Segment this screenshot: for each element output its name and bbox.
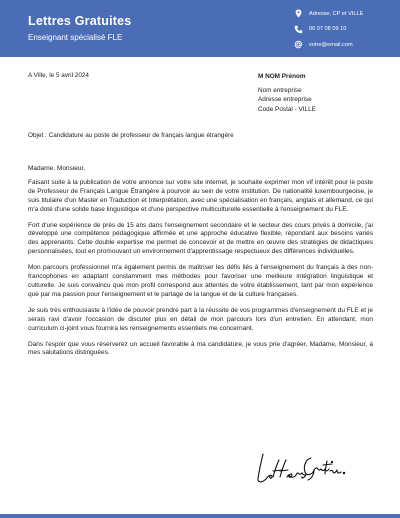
job-subtitle: Enseignant spécialisé FLE (28, 33, 123, 42)
paragraph-background: Mon parcours professionnel m'a également permis de maîtriser les défis liés à l'enseignement du français à des non-francophones en adaptant constamment mes méthodes pour favoriser une meilleure intégration linguistique et culturelle. Je suis convaincu que mon profil correspond aux attentes de votre établissement, tant par mon expérience que par ma passion pour l'enseignement et le partage de la langue et de la culture françaises. (28, 264, 373, 298)
header-banner (0, 0, 400, 57)
paragraph-motivation: Je suis très enthousiaste à l'idée de pouvoir prendre part à la réussite de vos programmes d'enseignement du FLE et je serais ravi d'avoir l'occasion de discuter plus en détail de mon parcours lors d'un entretien. En attendant, mon curriculum ci-joint vous fournira les renseignements essentiels me concernant. (28, 306, 373, 332)
brand-name: Lettres Gratuites (28, 14, 132, 28)
recipient-company: Nom entreprise (258, 87, 302, 95)
letter-body (28, 165, 373, 365)
recipient-block (258, 72, 316, 114)
recipient-address: Adresse entreprise (258, 96, 312, 104)
paragraph-intro: Faisant suite à la publication de votre annonce sur votre site internet, je souhaite exprimer mon vif intérêt pour le poste de Professeur de Français Langue Étrangère à pourvoir au sein de votre institution. De nationalité luxembourgeoise, je suis titulaire d'un Master en Traduction et Interprétation, avec une spécialisation en français, anglais et allemand, ce qui m'a doté d'une solide base linguistique et d'une perspective multiculturelle essentielle à l'enseignement du FLE. (28, 178, 373, 213)
location-pin-icon (294, 9, 303, 18)
contact-block (294, 6, 363, 53)
phone-icon (294, 25, 303, 34)
address-text: Adresse, CP et VILLE (309, 10, 364, 17)
subject-line: Objet : Candidature au poste de professeur de français langue étrangère (28, 132, 234, 139)
footer-bar (0, 514, 400, 518)
contact-email (294, 37, 363, 52)
email-text[interactable]: votre@email.com (309, 41, 353, 48)
paragraph-closing: Dans l'espoir que vous réserverez un accueil favorable à ma candidature, je vous prie d'agréer, Madame, Monsieur, à mes salutations distinguées. (28, 340, 373, 357)
date-line: A Ville, le 5 avril 2024 (28, 72, 89, 79)
contact-phone (294, 22, 363, 37)
at-icon (294, 40, 303, 49)
recipient-name: M NOM Prénom (258, 73, 306, 80)
recipient-postal: Code Postal - VILLE (258, 105, 316, 113)
contact-address (294, 6, 363, 21)
paragraph-experience: Fort d'une expérience de près de 15 ans dans l'enseignement secondaire et le secteur des cours privés à domicile, j'ai développé une compétence pédagogique affirmée et une approche éducative flexible, répondant aux besoins variés des apprenants. Cette double expertise me permet de concevoir et de mettre en œuvre des stratégies de didactiques personnalisées, tout en promouvant un environnement d'apprentissage respectueux des différences individuelles. (28, 221, 373, 256)
salutation: Madame, Monsieur, (28, 165, 86, 172)
handwritten-signature (253, 448, 353, 490)
phone-text[interactable]: 06 07 08 09 10 (309, 26, 347, 32)
